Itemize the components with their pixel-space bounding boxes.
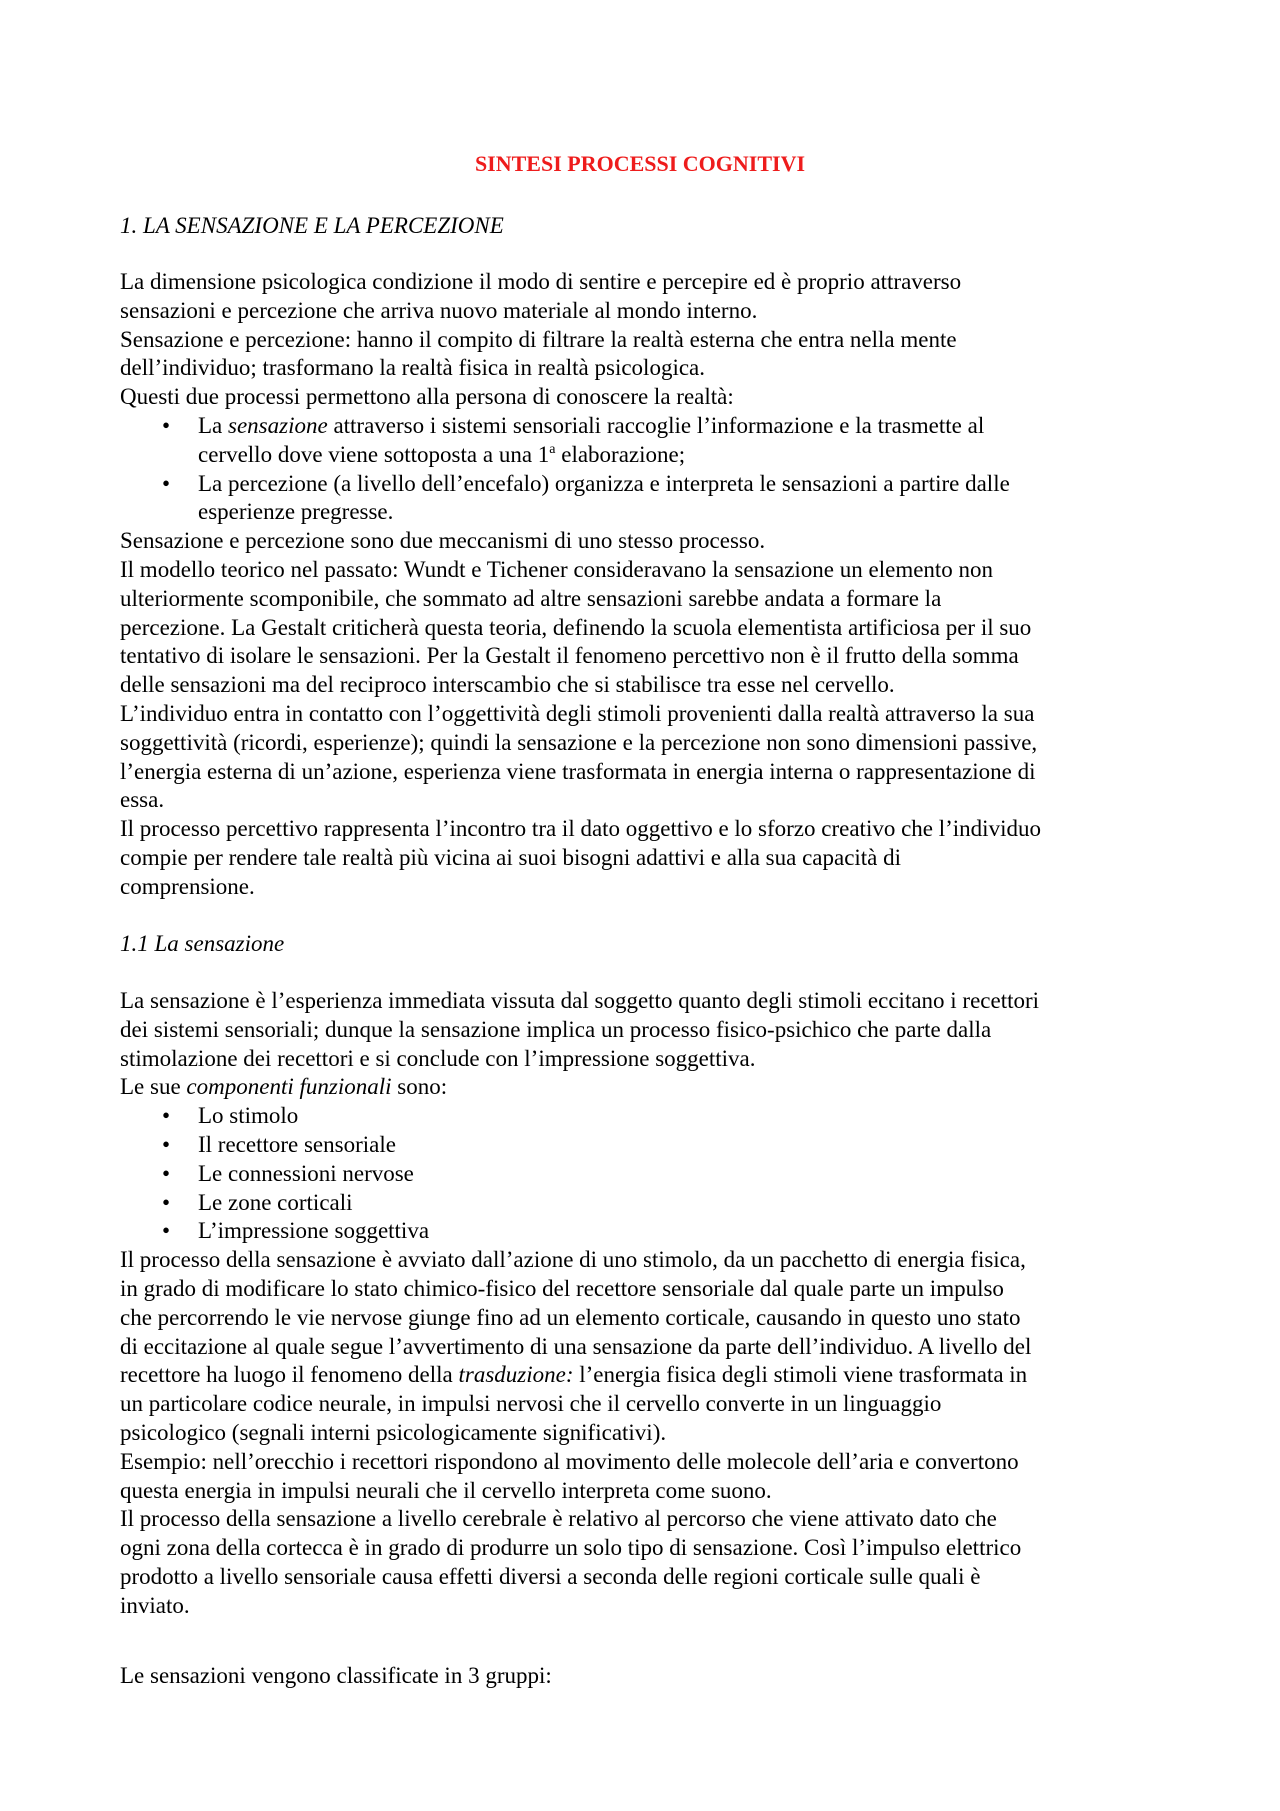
paragraph: Sensazione e percezione: hanno il compito di filtrare la realtà esterna che entra nella mente dell’individuo; trasformano la realtà fisica in realtà psicologica. bbox=[120, 326, 957, 381]
paragraph: Il processo percettivo rappresenta l’incontro tra il dato oggettivo e lo sforzo creativo che l’individuo compie per rendere tale realtà più vicina ai suoi bisogni adattivi e alla sua capacità di comprensione. bbox=[120, 816, 1041, 899]
list-item: • L’impressione soggettiva bbox=[120, 1217, 1170, 1246]
paragraph: Le sue componenti funzionali sono: bbox=[120, 1074, 448, 1100]
paragraph: Sensazione e percezione sono due meccanismi di uno stesso processo. bbox=[120, 528, 766, 554]
bullet-icon: • bbox=[162, 1189, 171, 1215]
paragraph: Il modello teorico nel passato: Wundt e Tichener consideravano la sensazione un elemento non ulteriormente scomponibile, che sommato ad altre sensazioni sarebbe andata a formare la percezione. La Gestalt criticherà questa teoria, definendo la scuola elementista artificiosa per il suo tentativo di isolare le sensazioni. Per la Gestalt il fenomeno percettivo non è il frutto della somma delle sensazioni ma del reciproco interscambio che si stabilisce tra esse nel cervello. bbox=[120, 556, 1032, 698]
bullet-icon: • bbox=[162, 470, 171, 496]
list-item: • La percezione (a livello dell’encefalo) organizza e interpreta le sensazioni a partire dalle esperienze pregresse. bbox=[162, 470, 1010, 525]
list-item: • Il recettore sensoriale bbox=[120, 1131, 1170, 1160]
section-heading-1-1: 1.1 La sensazione bbox=[120, 931, 285, 956]
bullet-icon: • bbox=[162, 1160, 171, 1186]
list-item: • Lo stimolo bbox=[120, 1102, 1170, 1131]
paragraph: Il processo della sensazione a livello cerebrale è relativo al percorso che viene attivato dato che ogni zona della cortecca è in grado di produrre un solo tipo di sensazione. Così l’impulso elettrico prodotto a livello sensoriale causa effetti diversi a seconda delle regioni corticale sulle quali è inviato. bbox=[120, 1506, 1022, 1618]
bullet-icon: • bbox=[162, 1103, 171, 1129]
list-item: • Le zone corticali bbox=[120, 1189, 1170, 1218]
bullet-icon: • bbox=[162, 1218, 171, 1244]
paragraph: Le sensazioni vengono classificate in 3 gruppi: bbox=[120, 1663, 552, 1688]
section-heading-1: 1. LA SENSAZIONE E LA PERCEZIONE bbox=[120, 213, 504, 238]
paragraph: Il processo della sensazione è avviato dall’azione di uno stimolo, da un pacchetto di energia fisica, in grado di modificare lo stato chimico-fisico del recettore sensoriale dal quale parte un impulso che percorrendo le vie nervose giunge fino ad un elemento corticale, causando in questo uno stato di eccitazione al quale segue l’avvertimento di una sensazione da parte dell’individuo. A livello del recettore ha luogo il fenomeno della trasduzione: l’energia fisica degli stimoli viene trasformata in un particolare codice neurale, in impulsi nervosi che il cervello converte in un linguaggio psicologico (segnali interni psicologicamente significativi). bbox=[120, 1247, 1032, 1445]
bullet-icon: • bbox=[162, 412, 171, 438]
paragraph: Questi due processi permettono alla persona di conoscere la realtà: bbox=[120, 384, 734, 410]
paragraph: L’individuo entra in contatto con l’oggettività degli stimoli provenienti dalla realtà attraverso la sua soggettività (ricordi, esperienze); quindi la sensazione e la percezione non sono dimensioni passive, l’energia esterna di un’azione, esperienza viene trasformata in energia interna o rappresentazione di essa. bbox=[120, 700, 1038, 813]
section-1-1-body bbox=[120, 987, 1170, 1621]
paragraph: Esempio: nell’orecchio i recettori rispondono al movimento delle molecole dell’aria e convertono questa energia in impulsi neurali che il cervello interpreta come suono. bbox=[120, 1448, 1019, 1503]
section-1-body bbox=[120, 268, 1170, 902]
process-list bbox=[120, 412, 1170, 527]
list-item: • La sensazione attraverso i sistemi sensoriali raccoglie l’informazione e la trasmette al cervello dove viene sottoposta a una 1$^a$ elaborazione; bbox=[162, 412, 985, 467]
list-item: • Le connessioni nervose bbox=[120, 1160, 1170, 1189]
components-list bbox=[120, 1102, 1170, 1246]
bullet-icon: • bbox=[162, 1131, 171, 1157]
paragraph: La dimensione psicologica condizione il modo di sentire e percepire ed è proprio attraverso sensazioni e percezione che arriva nuovo materiale al mondo interno. bbox=[120, 269, 962, 323]
document-title: SINTESI PROCESSI COGNITIVI bbox=[474, 151, 806, 176]
paragraph: La sensazione è l’esperienza immediata vissuta dal soggetto quanto degli stimoli eccitano i recettori dei sistemi sensoriali; dunque la sensazione implica un processo fisico-psichico che parte dalla stimolazione dei recettori e si conclude con l’impressione soggettiva. bbox=[120, 988, 1040, 1071]
